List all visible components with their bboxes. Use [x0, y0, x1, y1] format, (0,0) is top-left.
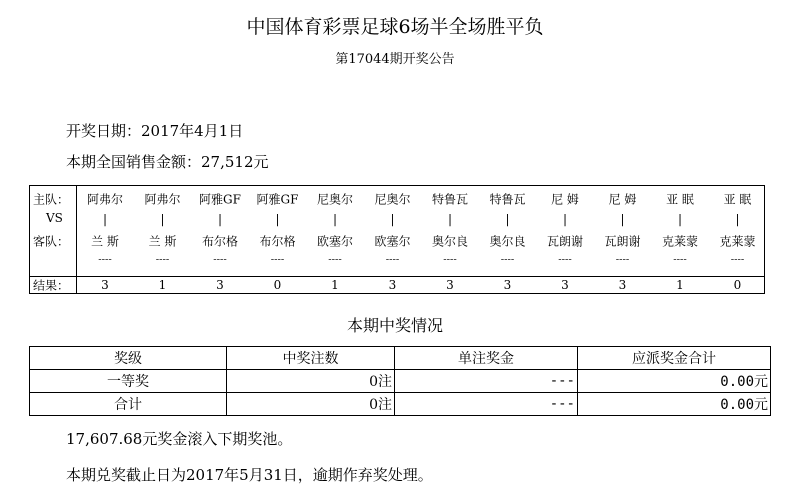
vs-mark: |: [735, 212, 740, 226]
result-label: 结果：: [33, 278, 70, 293]
home-team: 阿雅GF: [256, 192, 299, 207]
match-result: 3: [388, 278, 397, 292]
vs-mark: |: [332, 212, 338, 226]
match-result: 1: [158, 278, 167, 292]
team-divider-dash: ----: [213, 254, 227, 266]
away-team: 奥尔良: [489, 234, 526, 249]
header-total: 应派奖金合计: [578, 347, 771, 370]
prize-per-bet: ---: [395, 393, 578, 416]
match-result: 3: [101, 278, 109, 292]
away-team: 兰 斯: [91, 234, 119, 249]
away-team: 欧塞尔: [316, 234, 353, 249]
team-divider-dash: ----: [98, 254, 112, 266]
vs-mark: |: [447, 212, 453, 226]
match-result: 3: [503, 278, 512, 292]
team-divider-dash: ----: [673, 254, 687, 266]
home-team: 阿弗尔: [144, 192, 181, 207]
vs-mark: |: [505, 212, 510, 226]
rollover-note: 17,607.68元奖金滚入下期奖池。: [66, 430, 293, 448]
match-table: [29, 185, 765, 294]
result-row-divider: [30, 276, 764, 277]
team-divider-dash: ----: [385, 254, 400, 266]
prize-table: [29, 346, 771, 416]
deadline-note: 本期兑奖截止日为2017年5月31日，逾期作弃奖处理。: [66, 466, 433, 484]
home-team: 尼 姆: [608, 192, 637, 207]
vs-mark: |: [102, 212, 108, 226]
match-result: 3: [618, 278, 627, 292]
away-team: 克莱蒙: [661, 234, 698, 249]
home-team: 特鲁瓦: [431, 192, 468, 207]
prize-level: 一等奖: [30, 370, 227, 393]
team-divider-dash: ----: [155, 254, 170, 266]
prize-row: [30, 393, 771, 416]
prize-section-title: 本期中奖情况: [346, 316, 443, 335]
away-team: 兰 斯: [148, 234, 177, 249]
vs-label: VS: [46, 211, 63, 225]
away-team: 布尔格: [201, 234, 238, 249]
prize-total: 0.00元: [578, 370, 771, 393]
prize-level: 合计: [30, 393, 227, 416]
prize-row: [30, 370, 771, 393]
home-team: 特鲁瓦: [489, 192, 526, 207]
page-title: 中国体育彩票足球6场半全场胜平负: [246, 16, 544, 38]
team-divider-dash: ----: [328, 254, 342, 266]
team-divider-dash: ----: [500, 254, 515, 266]
vs-mark: |: [677, 212, 683, 226]
sales-amount: 本期全国销售金额：27,512元: [66, 153, 269, 171]
prize-header-row: [30, 347, 771, 370]
vs-mark: |: [217, 212, 223, 226]
home-team: 阿弗尔: [86, 192, 123, 207]
team-divider-dash: ----: [270, 254, 285, 266]
issue-subtitle: 第17044期开奖公告: [335, 52, 455, 67]
match-result: 1: [676, 278, 684, 292]
vs-mark: |: [390, 212, 395, 226]
home-team: 阿雅GF: [199, 192, 241, 207]
match-result: 3: [446, 278, 454, 292]
team-divider-dash: ----: [443, 254, 457, 266]
team-divider-dash: ----: [558, 254, 572, 266]
prize-count: 0注: [227, 370, 395, 393]
match-result: 1: [331, 278, 339, 292]
home-team: 亚 眠: [666, 192, 694, 207]
draw-date: 开奖日期：2017年4月1日: [66, 122, 244, 140]
away-label: 客队：: [33, 234, 70, 249]
prize-per-bet: ---: [395, 370, 578, 393]
away-team: 欧塞尔: [374, 234, 411, 249]
home-label: 主队：: [33, 192, 70, 207]
match-result: 0: [733, 278, 742, 292]
away-team: 瓦朗谢: [546, 234, 583, 249]
home-team: 尼 姆: [551, 192, 579, 207]
vs-mark: |: [562, 212, 568, 226]
vs-mark: |: [160, 212, 165, 226]
home-team: 尼奥尔: [374, 192, 411, 207]
away-team: 瓦朗谢: [604, 234, 641, 249]
header-level: 奖级: [30, 347, 227, 370]
away-team: 克莱蒙: [719, 234, 756, 249]
team-divider-dash: ----: [615, 254, 630, 266]
vs-mark: |: [620, 212, 625, 226]
match-result: 3: [561, 278, 569, 292]
home-team: 尼奥尔: [316, 192, 353, 207]
match-result: 3: [216, 278, 224, 292]
away-team: 布尔格: [259, 234, 296, 249]
team-divider-dash: ----: [730, 254, 745, 266]
vs-mark: |: [275, 212, 280, 226]
home-team: 亚 眠: [723, 192, 752, 207]
header-per-bet: 单注奖金: [395, 347, 578, 370]
prize-total: 0.00元: [578, 393, 771, 416]
prize-count: 0注: [227, 393, 395, 416]
header-count: 中奖注数: [227, 347, 395, 370]
match-result: 0: [273, 278, 282, 292]
away-team: 奥尔良: [431, 234, 468, 249]
